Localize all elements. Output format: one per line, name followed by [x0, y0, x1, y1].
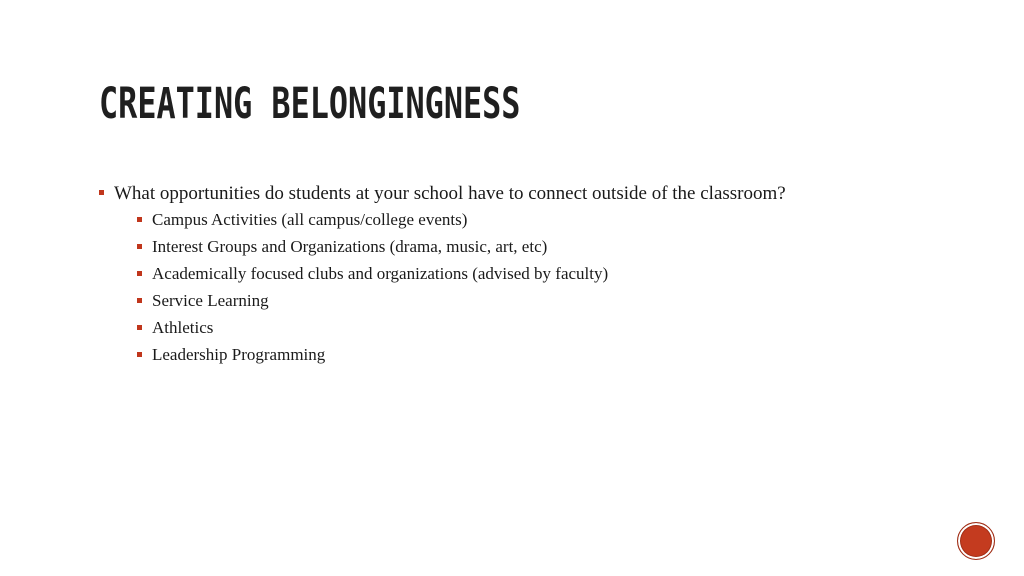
sub-bullet-text: Leadership Programming: [152, 345, 326, 364]
sub-bullet-item: [136, 236, 898, 257]
square-bullet-icon: [137, 325, 142, 330]
bullet-item: [98, 182, 898, 365]
square-bullet-icon: [137, 271, 142, 276]
square-bullet-icon: [137, 298, 142, 303]
slide-title: CREATING BELONGINGNESS: [99, 79, 521, 129]
square-bullet-icon: [137, 244, 142, 249]
bullet-text: What opportunities do students at your school have to connect outside of the classroom?: [114, 183, 786, 204]
slide-number-badge-icon: [957, 522, 995, 560]
square-bullet-icon: [137, 217, 142, 222]
sub-bullet-text: Athletics: [152, 318, 214, 337]
sub-bullet-text: Academically focused clubs and organizations (advised by faculty): [152, 264, 609, 283]
sub-bullet-text: Campus Activities (all campus/college events): [152, 210, 468, 229]
sub-bullet-list: [136, 209, 898, 365]
sub-bullet-item: [136, 263, 898, 284]
square-bullet-icon: [137, 352, 142, 357]
sub-bullet-item: [136, 317, 898, 338]
sub-bullet-item: [136, 209, 898, 230]
sub-bullet-item: [136, 290, 898, 311]
square-bullet-icon: [99, 190, 104, 195]
sub-bullet-text: Service Learning: [152, 291, 269, 310]
sub-bullet-item: [136, 344, 898, 365]
slide-content: [98, 182, 898, 371]
sub-bullet-text: Interest Groups and Organizations (drama, music, art, etc): [152, 237, 548, 256]
